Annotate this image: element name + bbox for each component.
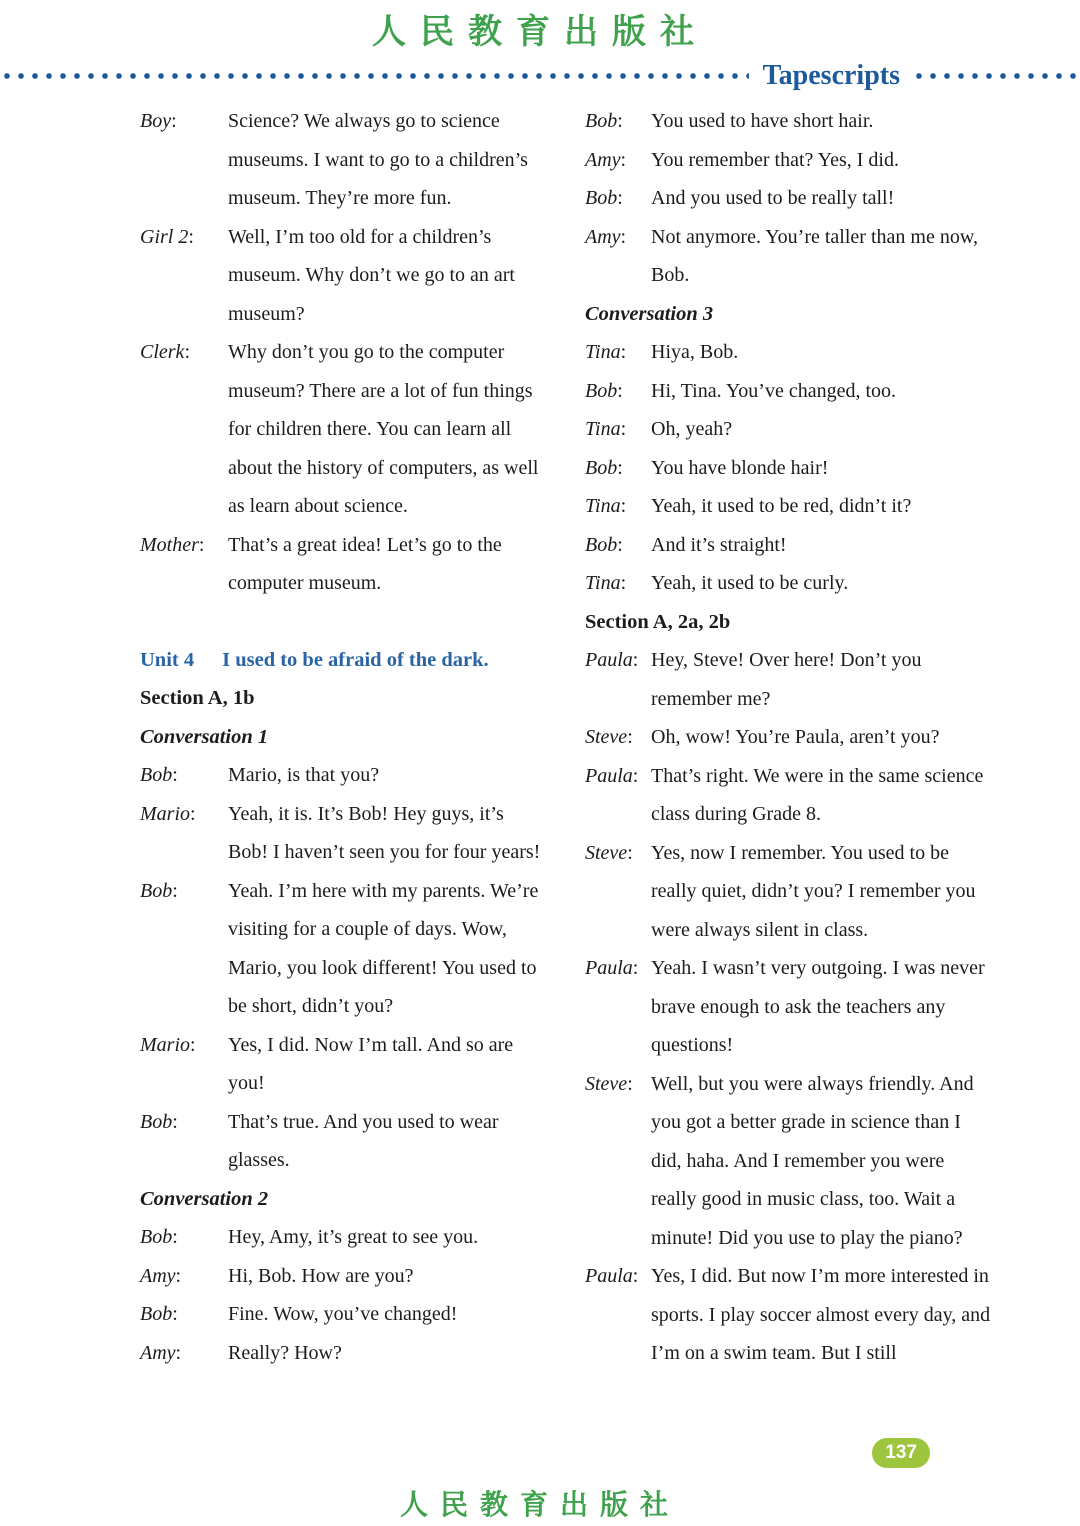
speaker-name: Clerk : — [140, 333, 228, 526]
dialogue-text: And you used to be really tall! — [651, 187, 895, 210]
speaker-name: Tina : — [585, 564, 651, 603]
publisher-logo-bottom: 人民教育出版社 — [399, 1488, 680, 1522]
dialogue-turn — [585, 141, 992, 180]
dialogue-text: Oh, yeah? — [651, 418, 733, 441]
dotted-line-right — [912, 71, 1080, 81]
dialogue-text: Mario, is that you? — [228, 764, 380, 787]
dialogue-turn — [585, 564, 992, 603]
dialogue-turn — [140, 526, 547, 603]
dialogue-turn — [140, 102, 547, 218]
dialogue-turn — [140, 795, 547, 872]
dialogue-text: Yeah. I’m here with my parents. We’re visiting for a couple of days. Wow, Mario, you look different! You used to be short, didn’t you? — [228, 879, 539, 1018]
dialogue-text: That’s a great idea! Let’s go to the computer museum. — [228, 533, 502, 595]
speaker-name: Steve : — [585, 1065, 651, 1258]
speaker-name: Amy : — [585, 218, 651, 295]
section-heading: Section A, 2a, 2b — [585, 610, 731, 633]
conversation-heading: Conversation 1 — [140, 725, 269, 748]
speaker-name: Girl 2 : — [140, 218, 228, 334]
page-header — [0, 0, 1080, 90]
dialogue-text: Fine. Wow, you’ve changed! — [228, 1303, 458, 1326]
conversation-heading: Conversation 2 — [140, 1187, 269, 1210]
dialogue-turn — [585, 1257, 992, 1373]
dialogue-turn — [585, 333, 992, 372]
dialogue-text: That’s right. We were in the same science class during Grade 8. — [651, 764, 984, 826]
speaker-name: Tina : — [585, 410, 651, 449]
dialogue-text: Yeah, it is. It’s Bob! Hey guys, it’s Bob! I haven’t seen you for four years! — [228, 802, 541, 864]
dialogue-turn — [140, 1218, 547, 1257]
dialogue-turn — [140, 1026, 547, 1103]
speaker-name: Amy : — [585, 141, 651, 180]
dialogue-turn — [140, 872, 547, 1026]
speaker-name: Tina : — [585, 333, 651, 372]
right-column — [585, 102, 992, 1373]
dialogue-turn — [140, 218, 547, 334]
publisher-logo-top: 人民教育出版社 — [372, 12, 708, 52]
dialogue-text: Well, but you were always friendly. And you got a better grade in science than I did, haha. And I remember you were really good in music class, too. Wait a minute! Did you use to play the piano? — [651, 1072, 974, 1249]
dialogue-turn — [585, 410, 992, 449]
dialogue-turn — [585, 179, 992, 218]
dialogue-text: You used to have short hair. — [651, 110, 874, 133]
unit-heading — [140, 641, 547, 680]
speaker-name: Paula : — [585, 949, 651, 1065]
dialogue-turn — [140, 333, 547, 526]
speaker-name: Boy : — [140, 102, 228, 218]
page-number-badge: 137 — [872, 1438, 930, 1468]
dialogue-turn — [140, 1257, 547, 1296]
dialogue-text: Yeah. I wasn’t very outgoing. I was never brave enough to ask the teachers any questions! — [651, 957, 985, 1057]
speaker-name: Bob : — [140, 1295, 228, 1334]
dialogue-turn — [585, 102, 992, 141]
dialogue-text: And it’s straight! — [651, 533, 787, 556]
dialogue-text: Well, I’m too old for a children’s museum. Why don’t we go to an art museum? — [228, 225, 515, 325]
speaker-name: Steve : — [585, 718, 651, 757]
dialogue-turn — [140, 756, 547, 795]
speaker-name: Steve : — [585, 834, 651, 950]
dialogue-text: Hiya, Bob. — [651, 341, 739, 364]
dialogue-turn — [585, 526, 992, 565]
dialogue-turn — [585, 718, 992, 757]
speaker-name: Bob : — [585, 179, 651, 218]
dialogue-turn — [585, 949, 992, 1065]
dialogue-turn — [140, 1103, 547, 1180]
dialogue-text: Hi, Bob. How are you? — [228, 1264, 414, 1287]
speaker-name: Bob : — [585, 372, 651, 411]
dotted-rule — [0, 62, 1080, 90]
dialogue-text: Why don’t you go to the computer museum? There are a lot of fun things for children there. You can learn all about the history of computers, as well as learn about science. — [228, 341, 539, 518]
speaker-name: Bob : — [140, 1103, 228, 1180]
speaker-name: Amy : — [140, 1257, 228, 1296]
speaker-name: Bob : — [585, 102, 651, 141]
dialogue-turn — [585, 641, 992, 718]
dialogue-turn — [585, 757, 992, 834]
speaker-name: Amy : — [140, 1334, 228, 1373]
speaker-name: Bob : — [140, 872, 228, 1026]
dialogue-text: Yes, now I remember. You used to be really quiet, didn’t you? I remember you were always silent in class. — [651, 841, 976, 941]
dialogue-text: Science? We always go to science museums. I want to go to a children’s museum. They’re more fun. — [228, 110, 528, 210]
speaker-name: Bob : — [140, 1218, 228, 1257]
speaker-name: Bob : — [585, 449, 651, 488]
dialogue-turn — [585, 487, 992, 526]
dialogue-turn — [585, 1065, 992, 1258]
dialogue-text: Yes, I did. But now I’m more interested in sports. I play soccer almost every day, and I’m on a swim team. But I still — [651, 1265, 991, 1365]
content-columns — [0, 90, 1080, 1373]
dialogue-text: Hey, Steve! Over here! Don’t you remember me? — [651, 649, 922, 710]
speaker-name: Paula : — [585, 757, 651, 834]
dialogue-text: Yeah, it used to be red, didn’t it? — [651, 495, 912, 518]
dialogue-turn — [140, 1334, 547, 1373]
speaker-name: Bob : — [585, 526, 651, 565]
dialogue-text: Hi, Tina. You’ve changed, too. — [651, 379, 897, 402]
left-column — [140, 102, 547, 1373]
dialogue-text: Oh, wow! You’re Paula, aren’t you? — [651, 726, 940, 749]
speaker-name: Paula : — [585, 641, 651, 718]
dialogue-text: Yeah, it used to be curly. — [651, 572, 849, 595]
speaker-name: Mario : — [140, 1026, 228, 1103]
dialogue-text: Not anymore. You’re taller than me now, Bob. — [651, 225, 978, 287]
speaker-name: Bob : — [140, 756, 228, 795]
speaker-name: Tina : — [585, 487, 651, 526]
dialogue-turn — [585, 449, 992, 488]
dialogue-text: You remember that? Yes, I did. — [651, 148, 899, 171]
speaker-name: Paula : — [585, 1257, 651, 1373]
dialogue-turn — [140, 1295, 547, 1334]
page-title: Tapescripts — [762, 60, 900, 92]
dialogue-text: Really? How? — [228, 1341, 342, 1364]
dialogue-text: You have blonde hair! — [651, 456, 829, 479]
dialogue-text: Hey, Amy, it’s great to see you. — [228, 1226, 479, 1249]
section-heading: Section A, 1b — [140, 687, 255, 710]
speaker-name: Mario : — [140, 795, 228, 872]
dialogue-text: Yes, I did. Now I’m tall. And so are you! — [228, 1033, 514, 1095]
dotted-line-left — [0, 71, 749, 81]
conversation-heading: Conversation 3 — [585, 302, 714, 325]
dialogue-text: That’s true. And you used to wear glasses. — [228, 1110, 499, 1172]
dialogue-turn — [585, 218, 992, 295]
speaker-name: Mother : — [140, 526, 228, 603]
dialogue-turn — [585, 372, 992, 411]
unit-label: Unit 4 — [140, 648, 195, 671]
unit-title: I used to be afraid of the dark. — [222, 648, 489, 671]
dialogue-turn — [585, 834, 992, 950]
